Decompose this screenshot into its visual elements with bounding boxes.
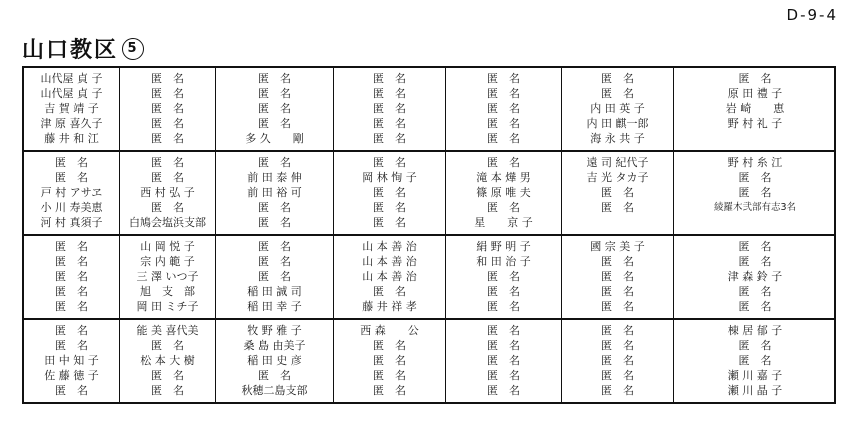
table-column [334,320,446,402]
table-cell: 匿 名 [258,240,291,253]
table-cell: 牧 野 雅 子 [247,324,302,337]
table-band [24,68,834,152]
table-column [120,152,216,234]
table-cell: 匿 名 [258,87,291,100]
table-cell: 匿 名 [601,339,634,352]
table-column [446,236,562,318]
table-cell: 匿 名 [55,171,88,184]
table-cell: 綾羅木弐部有志3名 [713,202,797,213]
table-cell: 匿 名 [487,156,520,169]
table-cell: 匿 名 [373,132,406,145]
table-cell: 山代屋 貞 子 [40,72,103,85]
table-cell: 岡 林 恂 子 [362,171,417,184]
table-cell: 匿 名 [601,285,634,298]
table-cell: 匿 名 [151,87,184,100]
table-cell: 秋穂二島支部 [241,384,308,397]
table-cell: 匿 名 [601,186,634,199]
table-cell: 匿 名 [738,72,772,85]
table-band [24,236,834,320]
table-cell: 田 中 知 子 [44,354,99,367]
table-cell: 匿 名 [55,255,88,268]
table-cell: 匿 名 [487,324,520,337]
page-title [22,33,144,64]
table-cell: 原 田 禮 子 [727,87,783,100]
table-cell: 星 京 子 [474,216,533,229]
table-cell: 匿 名 [738,285,772,298]
table-cell: 多 久 剛 [245,132,304,145]
table-cell: 遠 司 紀代子 [586,156,649,169]
table-band [24,320,834,402]
table-column [216,152,334,234]
table-cell: 旭 支 部 [140,285,195,298]
table-column [674,68,836,150]
table-cell: 藤 井 和 江 [44,132,99,145]
table-column [216,320,334,402]
table-cell: 匿 名 [601,384,634,397]
table-cell: 匿 名 [373,216,406,229]
table-cell: 吉 賀 靖 子 [44,102,99,115]
page-title-badge: 5 [122,38,144,60]
table-cell: 匿 名 [738,300,772,313]
table-column [24,320,120,402]
table-column [446,320,562,402]
table-cell: 稲 田 誠 司 [247,285,302,298]
table-cell: 匿 名 [487,339,520,352]
table-cell: 篠 原 唯 夫 [476,186,531,199]
table-cell: 白鳩会塩浜支部 [129,216,206,229]
table-cell: 稲 田 幸 子 [247,300,302,313]
table-cell: 匿 名 [55,270,88,283]
table-cell: 匿 名 [151,384,184,397]
table-column [24,68,120,150]
table-cell: 匿 名 [151,117,184,130]
table-cell: 匿 名 [151,72,184,85]
table-cell: 匿 名 [738,240,772,253]
table-column [216,68,334,150]
table-cell: 山 本 善 治 [362,270,417,283]
table-cell: 桑 島 由美子 [243,339,306,352]
table-cell: 津 原 喜久子 [40,117,103,130]
table-cell: 匿 名 [601,87,634,100]
table-cell: 匿 名 [601,270,634,283]
table-cell: 匿 名 [55,339,88,352]
table-column [120,320,216,402]
table-column [24,236,120,318]
table-cell: 内 田 英 子 [590,102,645,115]
table-cell: 稲 田 史 彦 [247,354,302,367]
table-cell: 匿 名 [258,72,291,85]
table-cell: 匿 名 [373,339,406,352]
table-cell: 匿 名 [151,132,184,145]
table-cell: 匿 名 [55,240,88,253]
table-cell: 匿 名 [373,285,406,298]
table-cell: 國 宗 美 子 [590,240,645,253]
table-cell: 匿 名 [487,201,520,214]
table-cell: 匿 名 [258,270,291,283]
table-cell: 棟 居 郁 子 [727,324,783,337]
table-cell: 前 田 泰 伸 [247,171,302,184]
table-cell: 匿 名 [487,132,520,145]
table-column [562,236,674,318]
table-column [334,68,446,150]
table-column [24,152,120,234]
table-cell: 岩 崎 恵 [725,102,785,115]
table-column [674,320,836,402]
table-cell: 匿 名 [601,369,634,382]
table-cell: 匿 名 [601,300,634,313]
table-cell: 匿 名 [373,87,406,100]
table-column [562,68,674,150]
table-cell: 瀬 川 嘉 子 [727,369,783,382]
table-cell: 匿 名 [487,369,520,382]
table-cell: 匿 名 [373,369,406,382]
table-cell: 小 川 寿美恵 [40,201,103,214]
table-cell: 匿 名 [601,324,634,337]
table-cell: 内 田 麒一郎 [586,117,649,130]
table-cell: 匿 名 [258,117,291,130]
table-cell: 匿 名 [55,300,88,313]
table-cell: 匿 名 [55,384,88,397]
table-cell: 吉 光 タカ子 [586,171,649,184]
table-cell: 匿 名 [487,300,520,313]
table-cell: 匿 名 [55,156,88,169]
table-cell: 海 永 共 子 [590,132,645,145]
table-cell: 匿 名 [601,354,634,367]
table-cell: 匿 名 [601,255,634,268]
table-cell: 匿 名 [55,324,88,337]
table-cell: 匿 名 [601,201,634,214]
table-band [24,152,834,236]
table-cell: 匿 名 [738,339,772,352]
table-cell: 匿 名 [373,201,406,214]
table-cell: 匿 名 [738,354,772,367]
table-column [446,68,562,150]
table-column [216,236,334,318]
table-cell: 匿 名 [738,255,772,268]
table-cell: 匿 名 [487,102,520,115]
table-cell: 能 美 喜代美 [136,324,199,337]
table-column [334,152,446,234]
table-cell: 匿 名 [151,369,184,382]
table-cell: 匿 名 [258,156,291,169]
table-cell: 滝 本 燁 男 [476,171,531,184]
table-cell: 匿 名 [258,369,291,382]
page-title-text: 山口教区 [22,38,119,63]
table-column [562,320,674,402]
table-cell: 匿 名 [373,384,406,397]
table-cell: 匿 名 [373,354,406,367]
table-cell: 匿 名 [373,102,406,115]
table-cell: 野 村 糸 江 [727,156,783,169]
table-column [334,236,446,318]
table-cell: 匿 名 [151,156,184,169]
table-cell: 匿 名 [487,285,520,298]
table-cell: 匿 名 [487,270,520,283]
table-column [120,236,216,318]
table-cell: 匿 名 [258,201,291,214]
table-cell: 西 森 公 [360,324,419,337]
table-cell: 匿 名 [601,72,634,85]
table-cell: 匿 名 [373,186,406,199]
table-cell: 匿 名 [487,72,520,85]
table-cell: 津 森 鈴 子 [727,270,783,283]
table-cell: 匿 名 [373,156,406,169]
table-cell: 匿 名 [151,171,184,184]
table-cell: 佐 藤 徳 子 [44,369,99,382]
table-cell: 山 岡 悦 子 [140,240,195,253]
table-cell: 匿 名 [55,285,88,298]
table-cell: 岡 田 ミチ子 [136,300,199,313]
table-cell: 和 田 治 子 [476,255,531,268]
table-cell: 西 村 弘 子 [140,186,195,199]
table-cell: 匿 名 [487,117,520,130]
table-cell: 絹 野 明 子 [476,240,531,253]
table-cell: 野 村 礼 子 [727,117,783,130]
table-cell: 瀬 川 晶 子 [727,384,783,397]
table-column [446,152,562,234]
table-cell: 松 本 大 樹 [140,354,195,367]
table-cell: 匿 名 [151,102,184,115]
table-cell: 前 田 裕 可 [247,186,302,199]
table-cell: 匿 名 [487,384,520,397]
table-cell: 山代屋 貞 子 [40,87,103,100]
table-cell: 匿 名 [738,171,772,184]
table-column [674,236,836,318]
table-cell: 匿 名 [151,201,184,214]
table-cell: 山 本 善 治 [362,255,417,268]
table-cell: 藤 井 祥 孝 [362,300,417,313]
table-cell: 匿 名 [487,87,520,100]
page-code: D-9-4 [786,6,838,24]
table-cell: 戸 村 アサヱ [40,186,103,199]
table-cell: 匿 名 [487,354,520,367]
table-cell: 河 村 真須子 [40,216,103,229]
table-cell: 匿 名 [373,72,406,85]
table-cell: 匿 名 [373,117,406,130]
table-cell: 匿 名 [151,339,184,352]
table-cell: 匿 名 [738,186,772,199]
donor-name-table [22,66,836,404]
table-cell: 宗 内 範 子 [140,255,195,268]
table-cell: 匿 名 [258,255,291,268]
table-cell: 匿 名 [258,216,291,229]
table-cell: 匿 名 [258,102,291,115]
table-cell: 山 本 善 治 [362,240,417,253]
table-cell: 三 澤 いつ子 [136,270,199,283]
table-column [562,152,674,234]
table-column [120,68,216,150]
table-column [674,152,836,234]
